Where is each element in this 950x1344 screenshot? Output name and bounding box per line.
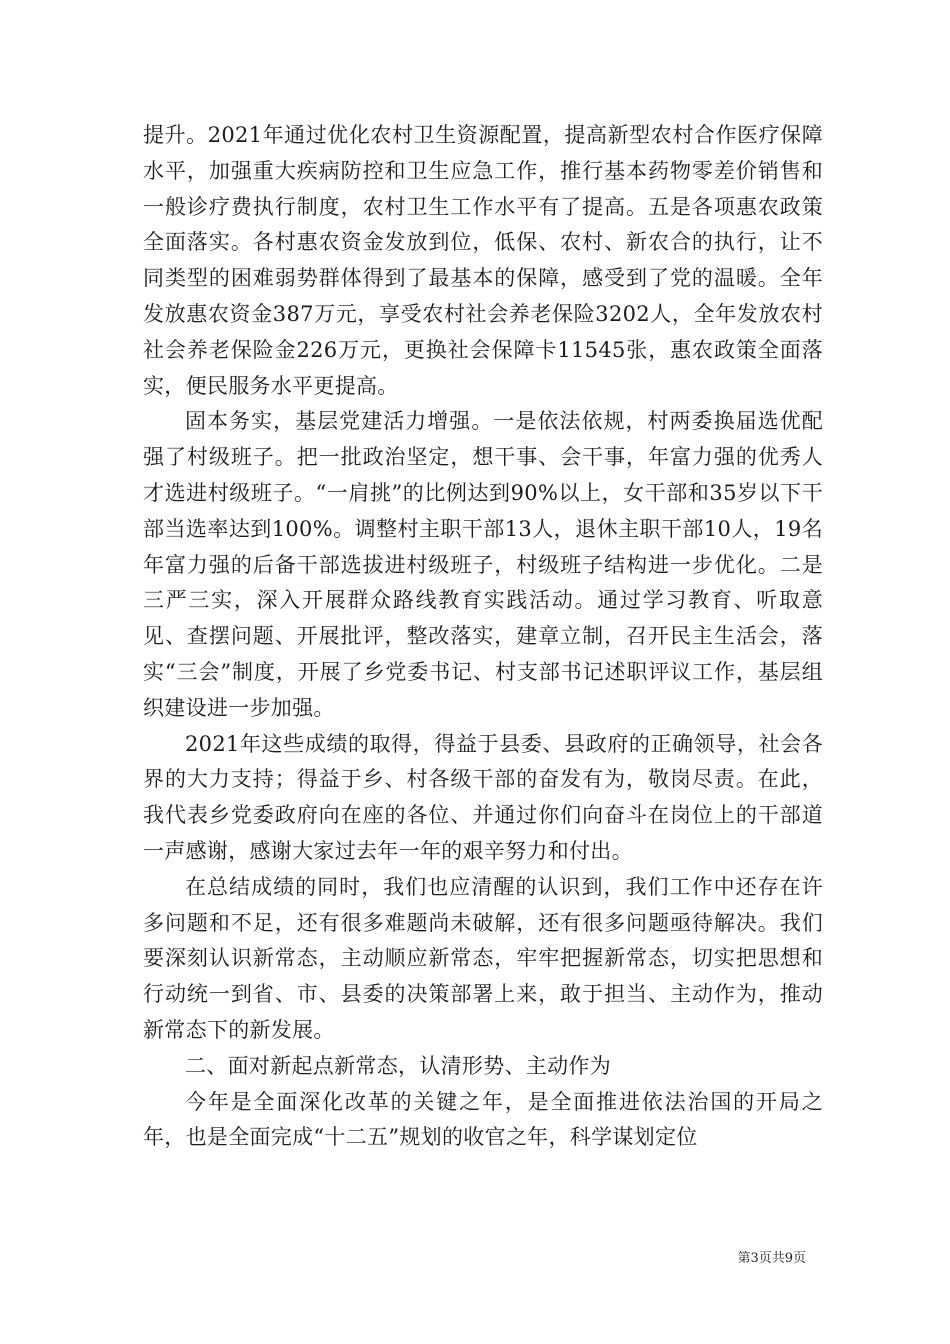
paragraph-3: 2021年这些成绩的取得，得益于县委、县政府的正确领导，社会各界的大力支持；得益于乡、村各级干部的奋发有为，敬岗尽责。在此，我代表乡党委政府向在座的各位、并通过你们向奋斗在岗位上的干部道一声感谢，感谢大家过去年一年的艰辛努力和付出。 <box>143 731 823 863</box>
document-body <box>143 118 823 1156</box>
paragraph-1: 提升。2021年通过优化农村卫生资源配置，提高新型农村合作医疗保障水平，加强重大疾病防控和卫生应急工作，推行基本药物零差价销售和一般诊疗费执行制度，农村卫生工作水平有了提高。五是各项惠农政策全面落实。各村惠农资金发放到位，低保、农村、新农合的执行，让不同类型的困难弱势群体得到了最基本的保障，感受到了党的温暖。全年发放惠农资金387万元，享受农村社会养老保险3202人，全年发放农村社会养老保险金226万元，更换社会保障卡11545张，惠农政策全面落实，便民服务水平更提高。 <box>143 123 823 398</box>
paragraph-5: 今年是全面深化改革的关键之年，是全面推进依法治国的开局之年，也是全面完成“十二五”规划的收官之年，科学谋划定位 <box>143 1089 823 1150</box>
paragraph-2: 固本务实，基层党建活力增强。一是依法依规，村两委换届选优配强了村级班子。把一批政治坚定，想干事、会干事，年富力强的优秀人才选进村级班子。“一肩挑”的比例达到90%以上，女干部和35岁以下干部当选率达到100%。调整村主职干部13人，退休主职干部10人，19名年富力强的后备干部选拔进村级班子，村级班子结构进一步优化。二是三严三实，深入开展群众路线教育实践活动。通过学习教育、听取意见、查摆问题、开展批评，整改落实，建章立制，召开民主生活会，落实“三会”制度，开展了乡党委书记、村支部书记述职评议工作，基层组织建设进一步加强。 <box>143 409 823 720</box>
section-heading: 二、面对新起点新常态，认清形势、主动作为 <box>185 1053 611 1078</box>
page-number-footer: 第3页共9页 <box>737 1251 806 1266</box>
paragraph-4: 在总结成绩的同时，我们也应清醒的认识到，我们工作中还存在许多问题和不足，还有很多难题尚未破解，还有很多问题亟待解决。我们要深刻认识新常态，主动顺应新常态，牢牢把握新常态，切实把思想和行动统一到省、市、县委的决策部署上来，敢于担当、主动作为，推动新常态下的新发展。 <box>143 874 823 1042</box>
